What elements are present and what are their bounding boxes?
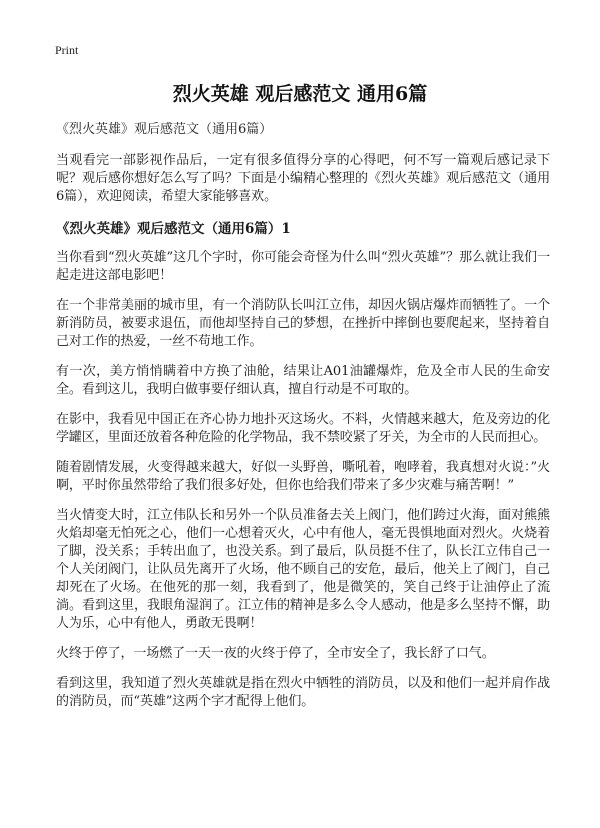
body-paragraph: 火终于停了，一场燃了一天一夜的火终于停了，全市安全了，我长舒了口气。	[56, 646, 495, 661]
body-paragraph: 随着剧情发展，火变得越来越大，好似一头野兽，嘶吼着，咆哮着，我真想对火说：”火啊，平时你虽然带给了我们很多好处，但你也给我们带来了多少灾难与痛苦啊！”	[56, 460, 550, 493]
body-paragraph: 有一次，美方悄悄瞒着中方换了油舱，结果让A01油罐爆炸，危及全市人民的生命安全。看到这儿，我明白做事要仔细认真，擅自行动是不可取的。	[56, 364, 550, 397]
page-title: 烈火英雄 观后感范文 通用6篇	[172, 83, 428, 105]
document-subtitle: 《烈火英雄》观后感范文（通用6篇）	[56, 122, 273, 137]
print-link[interactable]: Print	[55, 43, 79, 57]
body-paragraph: 当火情变大时，江立伟队长和另外一个队员准备去关上阀门，他们跨过火海，面对熊熊火焰却毫无怕死之心，他们一心想着灭火，心中有他人，毫无畏惧地面对烈火。火烧着了脚，没关系；手转出血了，也没关系。到了最后，队员挺不住了，队长江立伟自己一个人关闭阀门，让队员先离开了火场，他不顾自己的安危，最后，他关上了阀门，自己却死在了火场。在他死的那一刻，我看到了，他是微笑的，笑自己终于让油停止了流淌。看到这里，我眼角湿润了。江立伟的精神是多么令人感动，他是多么坚持不懈，助人为乐，心中有他人，勇敢无畏啊！	[56, 508, 550, 631]
body-paragraph: 看到这里，我知道了烈火英雄就是指在烈火中牺牲的消防员，以及和他们一起并肩作战的消防员，而“英雄”这两个字才配得上他们。	[56, 676, 550, 709]
body-paragraph: 在影中，我看见中国正在齐心协力地扑灭这场火。不料，火情越来越大，危及旁边的化学罐区，里面还放着各种危险的化学物品，我不禁咬紧了牙关，为全市的人民而担心。	[56, 412, 550, 445]
section-heading: 《烈火英雄》观后感范文（通用6篇）1	[56, 221, 291, 237]
article-body	[56, 121, 550, 723]
body-paragraph: 在一个非常美丽的城市里，有一个消防队长叫江立伟，却因火锅店爆炸而牺牲了。一个新消防员，被要求退伍，而他却坚持自己的梦想，在挫折中摔倒也要爬起来，坚持着自己对工作的热爱，一丝不苟地工作。	[56, 298, 550, 349]
intro-paragraph: 当观看完一部影视作品后，一定有很多值得分享的心得吧，何不写一篇观后感记录下呢？观后感你想好怎么写了吗？下面是小编精心整理的《烈火英雄》观后感范文（通用6篇），欢迎阅读，希望大家能够喜欢。	[56, 153, 550, 204]
body-paragraph: 当你看到“烈火英雄”这几个字时，你可能会奇怪为什么叫“烈火英雄”？那么就让我们一起走进这部电影吧！	[56, 250, 550, 283]
